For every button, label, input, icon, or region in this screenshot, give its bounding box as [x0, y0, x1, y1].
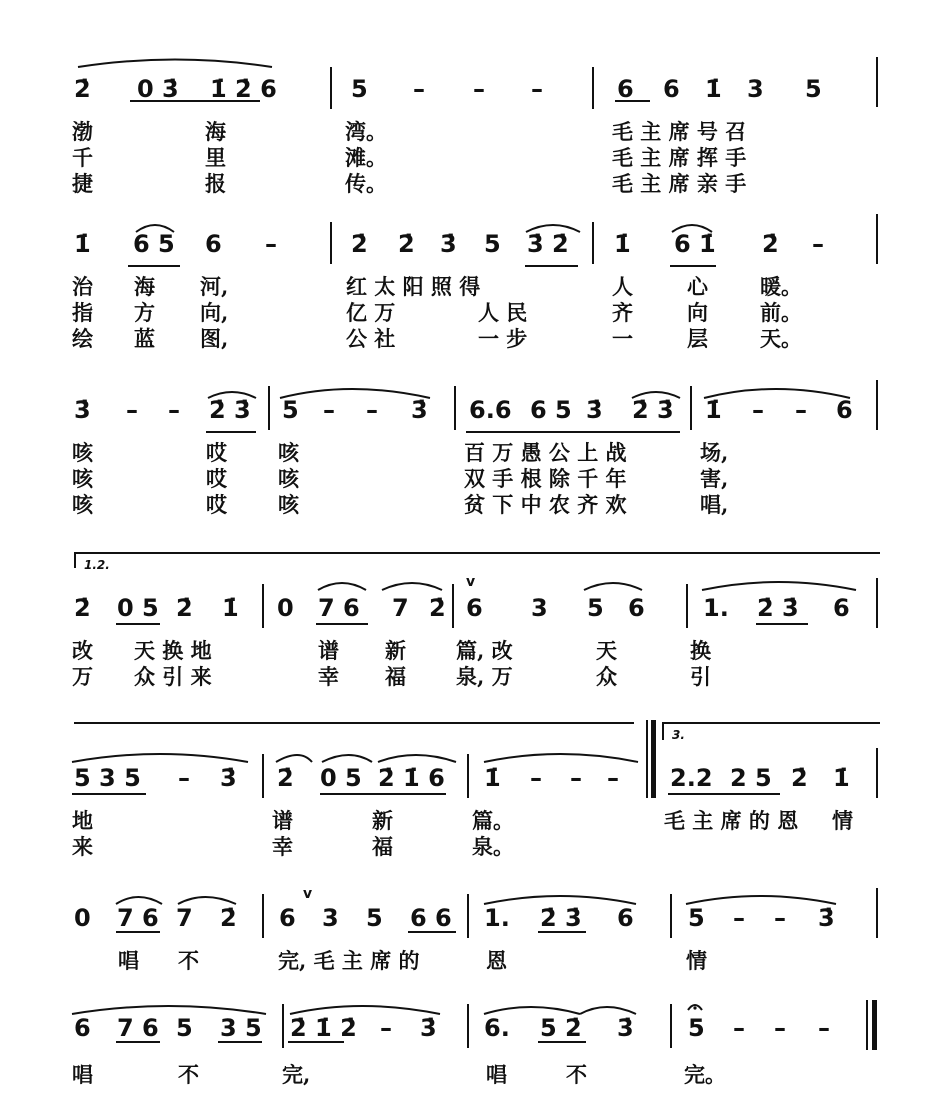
note: 0 3̇: [137, 75, 179, 103]
note: –: [168, 396, 180, 424]
note: 3̇ 2̇: [527, 230, 569, 258]
note: 6 6: [410, 904, 452, 932]
note: 6: [833, 594, 850, 622]
lyric: 湾。: [345, 119, 387, 144]
note: 5 2̇: [540, 1014, 582, 1042]
lyric: 图,: [200, 326, 229, 351]
slur: [322, 755, 372, 762]
lyric: 唱: [118, 948, 139, 973]
note: 6 5: [133, 230, 175, 258]
note: –: [265, 230, 277, 258]
lyric: 绘: [72, 326, 93, 351]
note: 1̇: [222, 594, 239, 622]
note: 5: [688, 904, 705, 932]
note: 1̇: [74, 230, 91, 258]
slur: [580, 1007, 636, 1014]
lyric: 海: [205, 119, 226, 144]
note: 3̇: [74, 396, 91, 424]
note: 6: [74, 1014, 91, 1042]
lyric: 海: [134, 274, 155, 299]
note: 5: [351, 75, 368, 103]
lyric: 心: [687, 274, 708, 299]
lyric: 咳: [278, 440, 299, 465]
note: 0: [74, 904, 91, 932]
note: 6: [205, 230, 222, 258]
lyric: 滩。: [345, 145, 387, 170]
note: 3̇: [818, 904, 835, 932]
note: 3̇: [440, 230, 457, 258]
note: 2̇: [351, 230, 368, 258]
lyric: 指: [72, 300, 93, 325]
note: –: [531, 75, 543, 103]
note: 5: [176, 1014, 193, 1042]
lyric: 哎: [206, 492, 227, 517]
lyric: 公 社: [346, 326, 396, 351]
lyric: 幸: [318, 664, 339, 689]
lyric: 千: [72, 145, 93, 170]
slur: [136, 225, 174, 232]
breath-mark: v: [466, 574, 476, 590]
lyric: 咳: [72, 440, 93, 465]
lyric: 篇。: [472, 808, 514, 833]
lyric: 万: [72, 664, 93, 689]
lyric: 齐: [612, 300, 633, 325]
note: 5: [282, 396, 299, 424]
lyric: 一 步: [478, 326, 528, 351]
lyric: 百 万 愚 公 上 战: [464, 440, 627, 465]
lyric: 前。: [760, 300, 802, 325]
lyric: 改: [72, 638, 93, 663]
lyric: 新: [372, 808, 393, 833]
note: 1̇: [705, 75, 722, 103]
volta-label: 3.: [672, 728, 685, 742]
note: 2̇ 1̇ 2̇: [290, 1014, 357, 1042]
lyric: 向,: [200, 300, 229, 325]
lyric: 治: [72, 274, 93, 299]
lyric: 向: [687, 300, 708, 325]
slur: [526, 225, 580, 232]
lyric: 咳: [278, 492, 299, 517]
note: 3̇: [617, 1014, 634, 1042]
slur: [484, 1007, 580, 1014]
note: 3: [322, 904, 339, 932]
lyric: 引: [690, 664, 711, 689]
slur: [584, 583, 642, 590]
note: 2̇ 3̇: [540, 904, 582, 932]
fermata-dot: [693, 1006, 696, 1009]
slur: [378, 755, 456, 762]
note: 7: [176, 904, 193, 932]
lyric: 害,: [700, 466, 729, 491]
note: 2̇: [398, 230, 415, 258]
lyric: 福: [372, 834, 393, 859]
note: 0: [277, 594, 294, 622]
lyric: 一: [612, 326, 633, 351]
slur: [318, 583, 366, 590]
note: 3̇: [220, 764, 237, 792]
lyric: 幸: [272, 834, 293, 859]
lyric: 蓝: [134, 326, 155, 351]
lyric: 新: [385, 638, 406, 663]
lyric: 天。: [760, 326, 802, 351]
lyric: 完。: [684, 1062, 726, 1087]
lyric: 咳: [72, 466, 93, 491]
slur: [632, 392, 680, 398]
lyric: 方: [134, 300, 155, 325]
slur: [290, 1006, 440, 1014]
note: –: [530, 764, 542, 792]
lyric: 层: [687, 326, 708, 351]
lyric: 情: [832, 808, 853, 833]
slur: [484, 896, 636, 904]
lyric: 谱: [318, 638, 339, 663]
lyric: 里: [205, 145, 226, 170]
lyric: 双 手 根 除 千 年: [464, 466, 627, 491]
lyric: 传。: [345, 171, 387, 196]
note: 2̇ 3̇: [209, 396, 251, 424]
note: –: [366, 396, 378, 424]
lyric: 报: [205, 171, 226, 196]
note: 2̇ 3̇: [757, 594, 799, 622]
lyric: 哎: [206, 466, 227, 491]
note: –: [473, 75, 485, 103]
lyric: 咳: [278, 466, 299, 491]
lyric: 完, 毛 主 席 的: [278, 948, 420, 973]
lyric: 泉, 万: [456, 664, 513, 689]
lyric: 亿 万: [346, 300, 396, 325]
note: 6: [628, 594, 645, 622]
note: –: [795, 396, 807, 424]
slur: [704, 389, 850, 398]
note: 2̇: [791, 764, 808, 792]
note: 2̇: [176, 594, 193, 622]
slur: [686, 896, 836, 904]
note: 1̇: [833, 764, 850, 792]
note: 3̇: [411, 396, 428, 424]
note: 3: [531, 594, 548, 622]
lyric: 唱,: [700, 492, 729, 517]
note: 1.: [484, 904, 510, 932]
lyric: 谱: [272, 808, 293, 833]
note: 1̇: [614, 230, 631, 258]
note: 6.: [484, 1014, 510, 1042]
note: 3 5: [220, 1014, 262, 1042]
note: –: [178, 764, 190, 792]
slur: [276, 755, 312, 762]
note: –: [812, 230, 824, 258]
lyric: 情: [686, 948, 707, 973]
lyric: 福: [385, 664, 406, 689]
note: 7 6: [318, 594, 360, 622]
lyric: 人: [612, 274, 633, 299]
note: 3̇: [586, 396, 603, 424]
note: 5: [688, 1014, 705, 1042]
lyric: 不: [178, 1062, 199, 1087]
lyric: 咳: [72, 492, 93, 517]
note: 1̇: [484, 764, 501, 792]
note: 2̇ 1̇ 6: [378, 764, 445, 792]
note: 6.6: [469, 396, 512, 424]
note: –: [733, 904, 745, 932]
note: 2̇: [74, 75, 91, 103]
note: 2̇: [277, 764, 294, 792]
note: –: [752, 396, 764, 424]
lyric: 地: [72, 808, 93, 833]
lyric: 篇, 改: [456, 638, 513, 663]
lyric: 哎: [206, 440, 227, 465]
breath-mark: v: [303, 886, 313, 902]
lyric: 不: [566, 1062, 587, 1087]
note: 5: [366, 904, 383, 932]
slur: [672, 225, 712, 232]
lyric: 渤: [72, 119, 93, 144]
note: 5: [805, 75, 822, 103]
note: 6 1̇: [674, 230, 716, 258]
lyric: 场,: [700, 440, 729, 465]
note: 6: [836, 396, 853, 424]
note: 7 6: [117, 1014, 159, 1042]
note: 7 6: [117, 904, 159, 932]
lyric: 毛 主 席 挥 手: [612, 145, 747, 170]
lyric: 众: [596, 664, 617, 689]
note: –: [413, 75, 425, 103]
lyric: 唱: [72, 1062, 93, 1087]
note: –: [733, 1014, 745, 1042]
note: 6: [617, 904, 634, 932]
lyric: 毛 主 席 号 召: [612, 119, 747, 144]
note: 5: [484, 230, 501, 258]
slur: [382, 583, 442, 590]
lyric: 不: [178, 948, 199, 973]
note: –: [380, 1014, 392, 1042]
lyric: 泉。: [472, 834, 514, 859]
note: –: [323, 396, 335, 424]
note: –: [774, 904, 786, 932]
lyric: 毛 主 席 亲 手: [612, 171, 747, 196]
note: 3: [747, 75, 764, 103]
note: 6 5: [530, 396, 572, 424]
note: 2̇: [220, 904, 237, 932]
note: 1̇: [705, 396, 722, 424]
note: 0 5: [320, 764, 362, 792]
note: –: [607, 764, 619, 792]
note: 0 5: [117, 594, 159, 622]
lyric: 毛 主 席 的 恩: [664, 808, 799, 833]
slur: [78, 60, 272, 68]
note: –: [126, 396, 138, 424]
lyric: 人 民: [478, 300, 528, 325]
note: 2̇: [762, 230, 779, 258]
lyric: 天 换 地: [134, 638, 212, 663]
lyric: 唱: [486, 1062, 507, 1087]
lyric: 恩: [486, 948, 507, 973]
lyric: 来: [72, 834, 93, 859]
note: 1.: [703, 594, 729, 622]
note: 1̇ 2̇ 6: [210, 75, 277, 103]
lyric: 河,: [200, 274, 229, 299]
note: 5: [587, 594, 604, 622]
volta-label: 1.2.: [84, 558, 110, 572]
lyric: 天: [596, 638, 617, 663]
note: 2 5: [730, 764, 772, 792]
slur: [72, 754, 248, 762]
slur: [280, 389, 430, 398]
lyric: 捷: [72, 171, 93, 196]
note: –: [818, 1014, 830, 1042]
note: 6: [279, 904, 296, 932]
lyric: 完,: [282, 1062, 311, 1087]
slur: [116, 897, 162, 904]
note: 5 3 5: [74, 764, 141, 792]
note: 7: [392, 594, 409, 622]
note: –: [774, 1014, 786, 1042]
note: 3̇: [420, 1014, 437, 1042]
note: 6: [466, 594, 483, 622]
slur: [72, 1006, 266, 1014]
note: 2̇: [429, 594, 446, 622]
lyric: 暖。: [760, 274, 802, 299]
slur: [484, 754, 638, 762]
note: 2̇: [74, 594, 91, 622]
slur: [702, 582, 856, 590]
note: 2̇ 3̇: [632, 396, 674, 424]
slur: [178, 897, 236, 904]
lyric: 换: [690, 638, 711, 663]
note: 6: [663, 75, 680, 103]
slur: [208, 392, 256, 398]
note: 6: [617, 75, 634, 103]
note: 2.2: [670, 764, 713, 792]
lyric: 红 太 阳 照 得: [346, 274, 481, 299]
lyric: 众 引 来: [134, 664, 212, 689]
lyric: 贫 下 中 农 齐 欢: [464, 492, 627, 517]
note: –: [570, 764, 582, 792]
